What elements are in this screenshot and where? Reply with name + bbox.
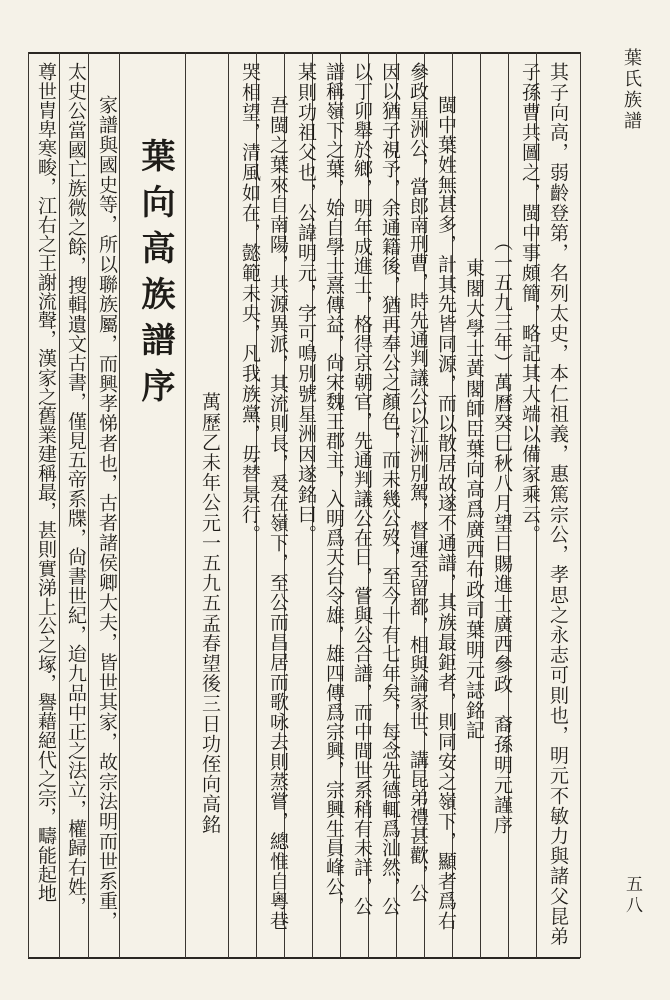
text-column-6: 參政星洲公，當郎南刑曹，時先通判議公以江洲別駕，督運至留都，相與論家世、講昆弟禮甚歡，公 bbox=[407, 62, 429, 903]
text-column-11: 吾閩之葉來自南陽，共源異派，其流則長，爰在嶺下，至公而昌居而歌咏去則蒸嘗，總惟自粵巷 bbox=[267, 95, 289, 931]
frame-bottom-rule bbox=[28, 957, 580, 959]
running-head: 葉氏族譜 bbox=[621, 48, 642, 132]
text-column-1: 其子向高，弱齡登第，名列太史，本仁祖義，惠篤宗公，孝思之永志可則也，明元不敏力與諸父昆弟 bbox=[547, 62, 569, 947]
column-rule bbox=[119, 52, 120, 958]
text-column-2: 子孫曹共圖之，閩中事頗簡，略記其大端以備家乘云。 bbox=[519, 62, 541, 545]
text-column-4: 東閣大學士黃閣師臣葉向高爲廣西布政司葉明元誌銘記 bbox=[463, 258, 485, 741]
text-column-9: 譜稱嶺下之葉，始自學士熹傳益，尙宋魏王郡主，入明爲天台令雄，雄四傳爲宗興，宗興生員峰公， bbox=[323, 62, 345, 916]
text-column-3: （一五九三年）萬曆癸巳秋八月望日賜進士廣西參政 裔孫明元謹序 bbox=[491, 232, 513, 835]
frame-top-rule bbox=[28, 52, 580, 54]
column-rule bbox=[580, 52, 581, 958]
text-column-10: 某則功祖父也，公諱明元，字可鳴別號星洲因遂銘曰。 bbox=[295, 62, 317, 545]
text-column-5: 閩中葉姓無甚多，計其先皆同源，而以散居故遂不通譜，其族最鉅者，則同安之嶺下，顯者爲右 bbox=[435, 95, 457, 931]
text-column-13: 萬歷乙未年公元一五九五孟春望後三日功侄向高銘 bbox=[199, 392, 221, 835]
column-rule bbox=[228, 52, 229, 958]
column-rule bbox=[88, 52, 89, 958]
text-column-15: 太史公當國亡族微之餘，搜輯遺文古書，僅見五帝系牒，尙書世紀，迨九品中正之法立，權歸右姓， bbox=[65, 62, 87, 916]
page-number: 五八 bbox=[622, 875, 642, 917]
column-rule bbox=[59, 52, 60, 958]
text-column-8: 以丁卯舉於鄉，明年成進士，格得京朝官，先通判議公在日，嘗與公合譜，而中間世系稍有未詳，公 bbox=[351, 62, 373, 916]
text-column-16: 尊世胄卑寒畯，江右之王謝流聲，漢家之舊業建稱最，甚則實涕上公之塚，譽藉絕代之宗，疇能起地 bbox=[35, 62, 57, 903]
text-column-12: 哭相望，清風如在，懿範未央，凡我族黨，毋替景行。 bbox=[239, 62, 261, 545]
text-column-7: 因以猶子視予，余通籍後，猶再奉公之顏色，而未幾公歿，至今十有七年矣，每念先德輒爲汕然，公 bbox=[379, 62, 401, 916]
column-rule bbox=[28, 52, 29, 958]
text-column-14: 家譜與國史等，所以聯族屬，而興孝悌者也，古者諸侯卿大夫，皆世其家，故宗法明而世系重， bbox=[96, 95, 118, 931]
column-rule bbox=[185, 52, 186, 958]
section-title: 葉向高族譜序 bbox=[135, 138, 175, 414]
